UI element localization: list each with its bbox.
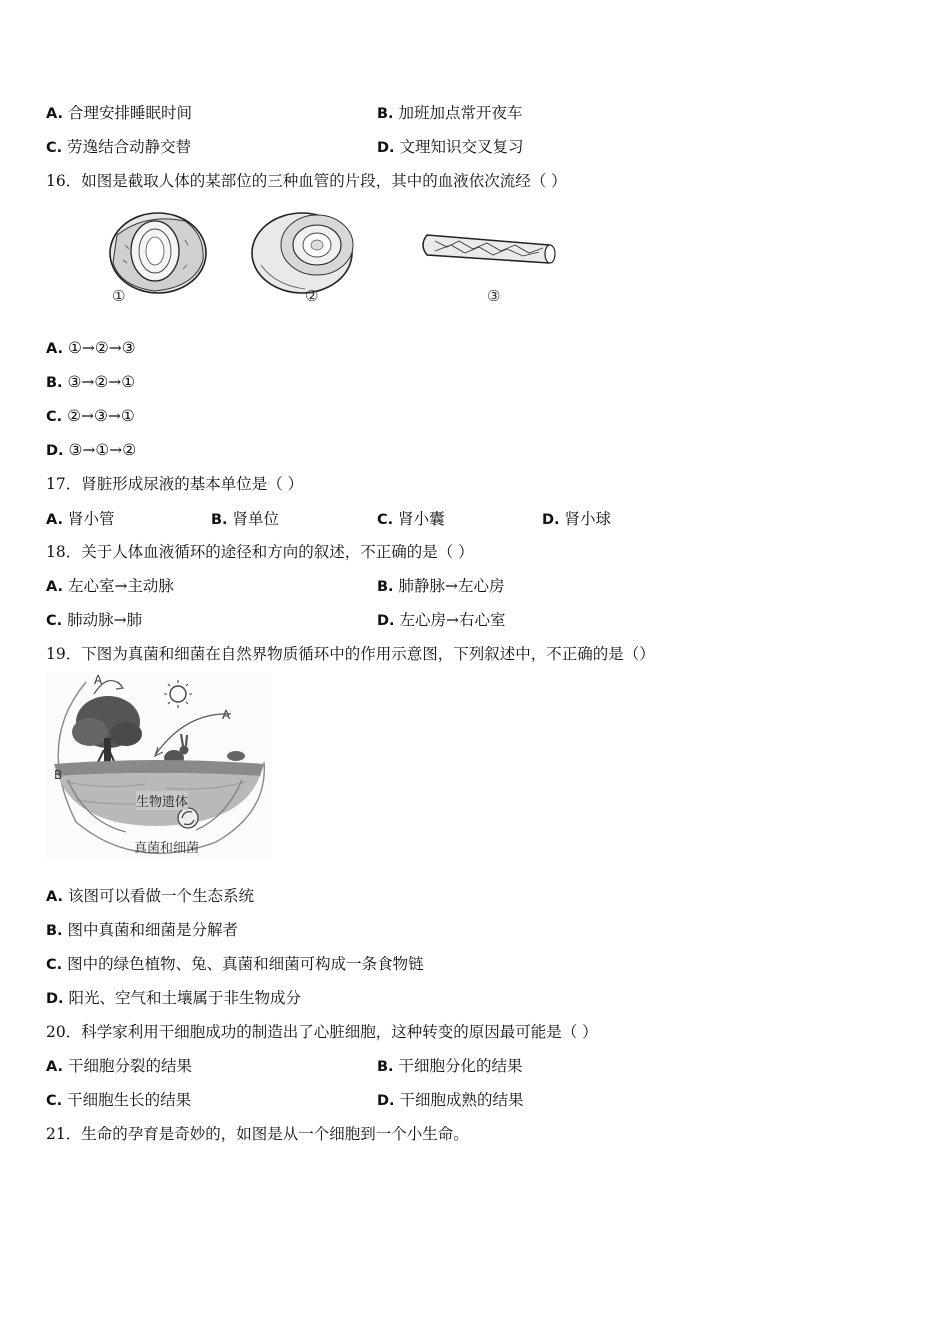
q15-option-a[interactable] [46, 103, 192, 124]
option-label: A. [46, 1059, 63, 1075]
q18-option-c[interactable] [46, 610, 142, 631]
option-text: 肺动脉→肺 [67, 611, 143, 629]
q20-option-a[interactable] [46, 1056, 192, 1077]
option-text: 肾小管 [67, 510, 115, 528]
q18-option-d[interactable] [377, 610, 505, 631]
q16-option-d[interactable] [46, 440, 136, 461]
option-label: B. [377, 1059, 394, 1075]
option-label: C. [46, 1093, 63, 1109]
q20-stem: 20．科学家利用干细胞成功的制造出了心脏细胞，这种转变的原因最可能是（ ） [46, 1023, 598, 1041]
option-text: 干细胞分化的结果 [398, 1057, 523, 1075]
figure-caption-3: ③ [487, 287, 501, 305]
option-label: D. [377, 613, 395, 629]
q18-option-a[interactable] [46, 576, 174, 597]
option-text: 阳光、空气和土壤属于非生物成分 [68, 989, 301, 1007]
q19-option-b[interactable] [46, 920, 238, 941]
option-text: ②→③→① [67, 407, 135, 425]
q17-option-c[interactable] [377, 509, 445, 530]
option-label: C. [46, 140, 63, 156]
option-label: D. [46, 991, 64, 1007]
q15-option-d[interactable] [377, 137, 524, 158]
q20-option-b[interactable] [377, 1056, 523, 1077]
option-text: 肾小球 [564, 510, 611, 528]
q15-option-b[interactable] [377, 103, 523, 124]
option-label: C. [46, 409, 63, 425]
option-label: A. [46, 512, 63, 528]
option-label: B. [377, 579, 394, 595]
option-label: B. [211, 512, 228, 528]
option-label: C. [46, 613, 63, 629]
option-label: A. [46, 579, 63, 595]
option-label: D. [377, 140, 395, 156]
option-label: A. [46, 889, 63, 905]
option-label: B. [46, 375, 63, 391]
figure-caption-2: ② [305, 287, 319, 305]
option-label: B. [377, 106, 394, 122]
q16-option-b[interactable] [46, 372, 135, 393]
q16-option-c[interactable] [46, 406, 135, 427]
option-label: D. [542, 512, 560, 528]
q18-stem: 18．关于人体血液循环的途径和方向的叙述，不正确的是（ ） [46, 543, 474, 561]
option-text: 干细胞成熟的结果 [399, 1091, 524, 1109]
option-text: 干细胞分裂的结果 [67, 1057, 192, 1075]
q21-stem: 21．生命的孕育是奇妙的，如图是从一个细胞到一个小生命。 [46, 1125, 469, 1143]
label-b: B [54, 768, 63, 782]
figure-caption-1: ① [112, 287, 126, 305]
option-text: 合理安排睡眠时间 [67, 104, 192, 122]
q20-option-c[interactable] [46, 1090, 191, 1111]
option-label: D. [46, 443, 64, 459]
option-label: D. [377, 1093, 395, 1109]
option-text: 肾单位 [232, 510, 280, 528]
q20-option-d[interactable] [377, 1090, 524, 1111]
q19-option-d[interactable] [46, 988, 301, 1009]
q19-stem: 19．下图为真菌和细菌在自然界物质循环中的作用示意图，下列叙述中，不正确的是（） [46, 645, 655, 663]
option-text: 该图可以看做一个生态系统 [67, 887, 254, 905]
q17-stem: 17．肾脏形成尿液的基本单位是（ ） [46, 475, 304, 493]
option-text: ①→②→③ [67, 339, 136, 357]
q18-option-b[interactable] [377, 576, 505, 597]
q17-option-b[interactable] [211, 509, 279, 530]
option-label: A. [46, 341, 63, 357]
option-text: 干细胞生长的结果 [67, 1091, 192, 1109]
option-text: 左心室→主动脉 [67, 577, 174, 595]
label-microbes: 真菌和细菌 [134, 841, 200, 856]
label-a-top: A [94, 673, 103, 687]
label-remains: 生物遗体 [136, 791, 188, 810]
option-text: ③→①→② [68, 441, 137, 459]
option-label: C. [46, 957, 63, 973]
q17-option-a[interactable] [46, 509, 114, 530]
option-text: 劳逸结合动静交替 [67, 138, 192, 156]
option-text: ③→②→① [67, 373, 136, 391]
option-text: 肾小囊 [398, 510, 445, 528]
q15-option-c[interactable] [46, 137, 191, 158]
q16-stem: 16．如图是截取人体的某部位的三种血管的片段，其中的血液依次流经（ ） [46, 172, 567, 190]
option-text: 左心房→右心室 [399, 611, 506, 629]
label-a-right: A [222, 708, 231, 722]
option-label: B. [46, 923, 63, 939]
artery-illustration [110, 213, 206, 293]
q17-option-d[interactable] [542, 509, 611, 530]
option-label: C. [377, 512, 394, 528]
option-text: 图中的绿色植物、兔、真菌和细菌可构成一条食物链 [67, 955, 424, 973]
q16-option-a[interactable] [46, 338, 136, 359]
option-label: A. [46, 106, 63, 122]
vein-illustration [252, 213, 353, 293]
option-text: 图中真菌和细菌是分解者 [67, 921, 239, 939]
option-text: 文理知识交叉复习 [399, 138, 524, 156]
q19-option-c[interactable] [46, 954, 424, 975]
option-text: 肺静脉→左心房 [398, 577, 505, 595]
option-text: 加班加点常开夜车 [398, 104, 523, 122]
capillary-illustration [423, 235, 555, 263]
q19-option-a[interactable] [46, 886, 254, 907]
ecosystem-cycle-figure [46, 672, 272, 858]
